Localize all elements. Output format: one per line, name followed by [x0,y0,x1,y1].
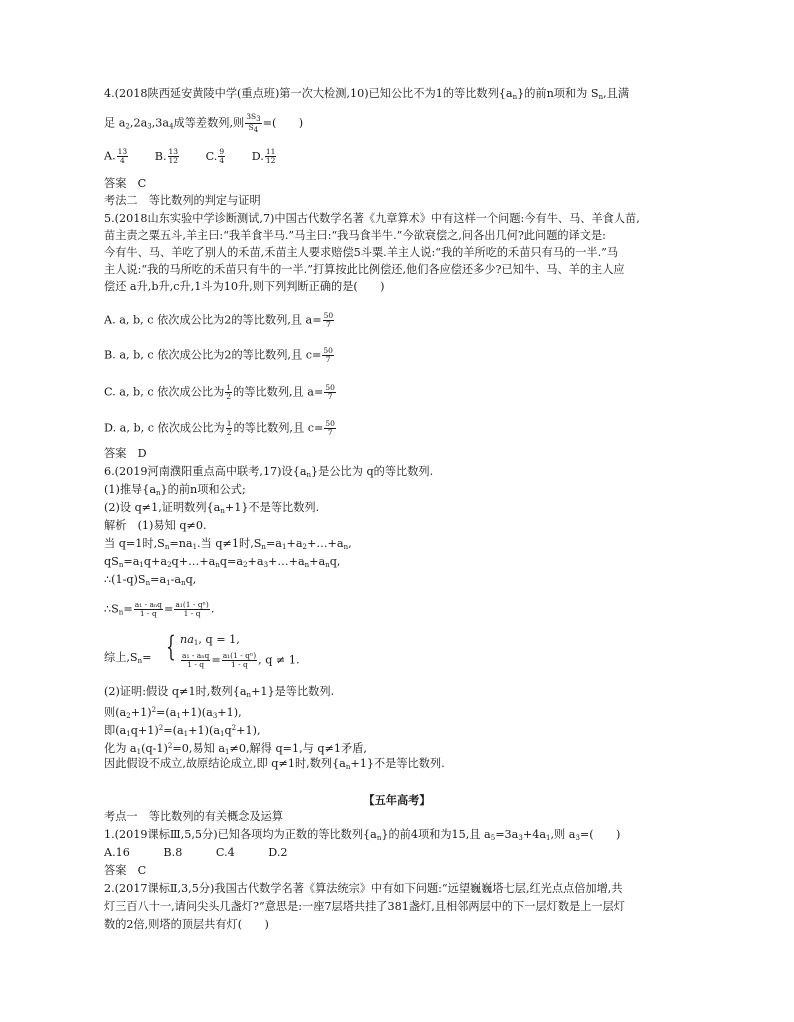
piecewise-brace: { [166,630,176,663]
q2-line2: 灯三百八十一,请问尖头几盏灯?”意思是:一座7层塔共挂了381盏灯,且相邻两层中的下一层灯数是上一层灯 [104,900,625,913]
q6-solution-line6: $qS_n=a_1q+a_2q+\dots+a_nq=a_2+a_3+\dots+a_n+a_nq$, [104,555,341,569]
q6-solution-line5: 当 q=1时$,S_n=na_1$.当 q≠1时$,S_n=a_1+a_2+\dots+a_n$, [104,537,352,551]
q5-answer: 答案 D [104,447,147,460]
q2-line1: 2.(2017课标Ⅱ,3,5分)我国古代数学名著《算法统宗》中有如下问题:“远望巍巍塔七层,红光点点倍加增,共 [104,882,623,895]
q6-proof-line5: 因此假设不成立,故原结论成立,即 q≠1时,数列$\{a_n+1\}$不是等比数列. [104,757,445,771]
point1-heading: 考点一 等比数列的有关概念及运算 [104,810,284,823]
piecewise-case2: $\frac{\text{a₁ - aₙq}}{1 - q}$ = $\frac{\text{a₁(1 - qⁿ)}}{1 - q}$ , q ≠ 1. [182,651,300,669]
q4-stem-line2: 足 $a_2,2a_3,3a_4$成等差数列,则 $\frac{3S3}{S4}$ =( ) [104,112,304,134]
q6-line2: (1)推导$\{a_n\}$的前n项和公式; [104,483,246,497]
q6-proof-line3: 即$(a_1q+1)^2=(a_1+1)(a_1q^2+1)$, [104,724,261,738]
q5-line5: 偿还 a升,b升,c升,1斗为10升,则下列判断正确的是( ) [104,280,385,293]
q6-proof-line2: 则$(a_2+1)^2=(a_1+1)(a_3+1)$, [104,706,242,720]
q2-line3: 数的2倍,则塔的顶层共有灯( ) [104,918,269,931]
section-heading: 【五年高考】 [363,793,431,807]
q1-stem: 1.(2019课标Ⅲ,5,5分)已知各项均为正数的等比数列$\{a_n\}$的前4项和为15,且 $a_5=3a_3+4a_1$,则 $a_3=$( ) [104,828,621,842]
q6-proof-line1: (2)证明:假设 q≠1时,数列$\{a_n+1\}$是等比数列. [104,685,335,699]
q5-line3: 今有牛、马、羊吃了别人的禾苗,禾苗主人要求赔偿5斗粟.羊主人说:“我的羊所吃的禾苗只有马的一半.”马 [104,246,619,259]
q6-solution-start: 解析 (1)易知 q≠0. [104,519,207,532]
q5-option-b: B. a, b, c 依次成公比为2的等比数列,且 c= $\frac{50}{7}$ [104,346,333,364]
q4-stem-line1: 4.(2018陕西延安黄陵中学(重点班)第一次大检测,10)已知公比不为1的等比数列$\{a_n\}$的前n项和为 $S_n$,且满 [104,87,630,101]
method2-heading: 考法二 等比数列的判定与证明 [104,194,261,207]
q1-options: A.16 B.8 C.4 D.2 [104,846,288,859]
q6-proof-line4: 化为 $a_1(q-1)^2=0$,易知 $a_1\ne 0$,解得 q=1,与 q≠1矛盾, [104,742,367,756]
q5-line1: 5.(2018山东实验中学诊断测试,7)中国古代数学名著《九章算术》中有这样一个问题:今有牛、马、羊食人苗, [104,212,640,225]
q4-answer: 答案 C [104,177,147,190]
piecewise-case1: $na_1$, q = 1, [180,633,240,647]
q5-line2: 苗主责之粟五斗,羊主曰:“我羊食半马.”马主曰:“我马食半牛.”今欲衰偿之,问各出几何?此问题的译文是: [104,229,606,242]
q5-line4: 主人说:“我的马所吃的禾苗只有牛的一半.”打算按此比例偿还,他们各应偿还多少?已知牛、马、羊的主人应 [104,263,625,276]
q6-solution-line7: $\therefore(1-q)S_n=a_1-a_nq$, [104,573,197,587]
q5-option-a: A. a, b, c 依次成公比为2的等比数列,且 a= $\frac{50}{7}$ [104,311,334,329]
q6-solution-line8: $\therefore S_n=$ $\frac{\text{a₁ - aₙq}}{1 - q}$ = $\frac{\text{a₁(1 - qⁿ)}}{1 - q}$ . [104,600,215,618]
q6-line1: 6.(2019河南濮阳重点高中联考,17)设$\{a_n\}$是公比为 q的等比数列. [104,465,434,479]
q1-answer: 答案 C [104,864,147,877]
ratio-fraction: $\frac{3S3}{S4}$ [246,112,261,134]
q5-option-c: C. a, b, c 依次成公比为 $\frac{1}{2}$ 的等比数列,且 a= $\frac{50}{7}$ [104,383,335,401]
q6-summary-label: 综上$,S_n=$ [104,651,152,665]
q5-option-d: D. a, b, c 依次成公比为 $\frac{1}{2}$ 的等比数列,且 c= $\frac{50}{7}$ [104,419,335,437]
q6-line3: (2)设 q≠1,证明数列$\{a_n+1\}$不是等比数列. [104,501,320,515]
q4-options: A. $\frac{13}{4}$ B. $\frac{13}{12}$ C. $\frac{9}{4}$ D. $\frac{11}{12}$ [104,147,276,165]
